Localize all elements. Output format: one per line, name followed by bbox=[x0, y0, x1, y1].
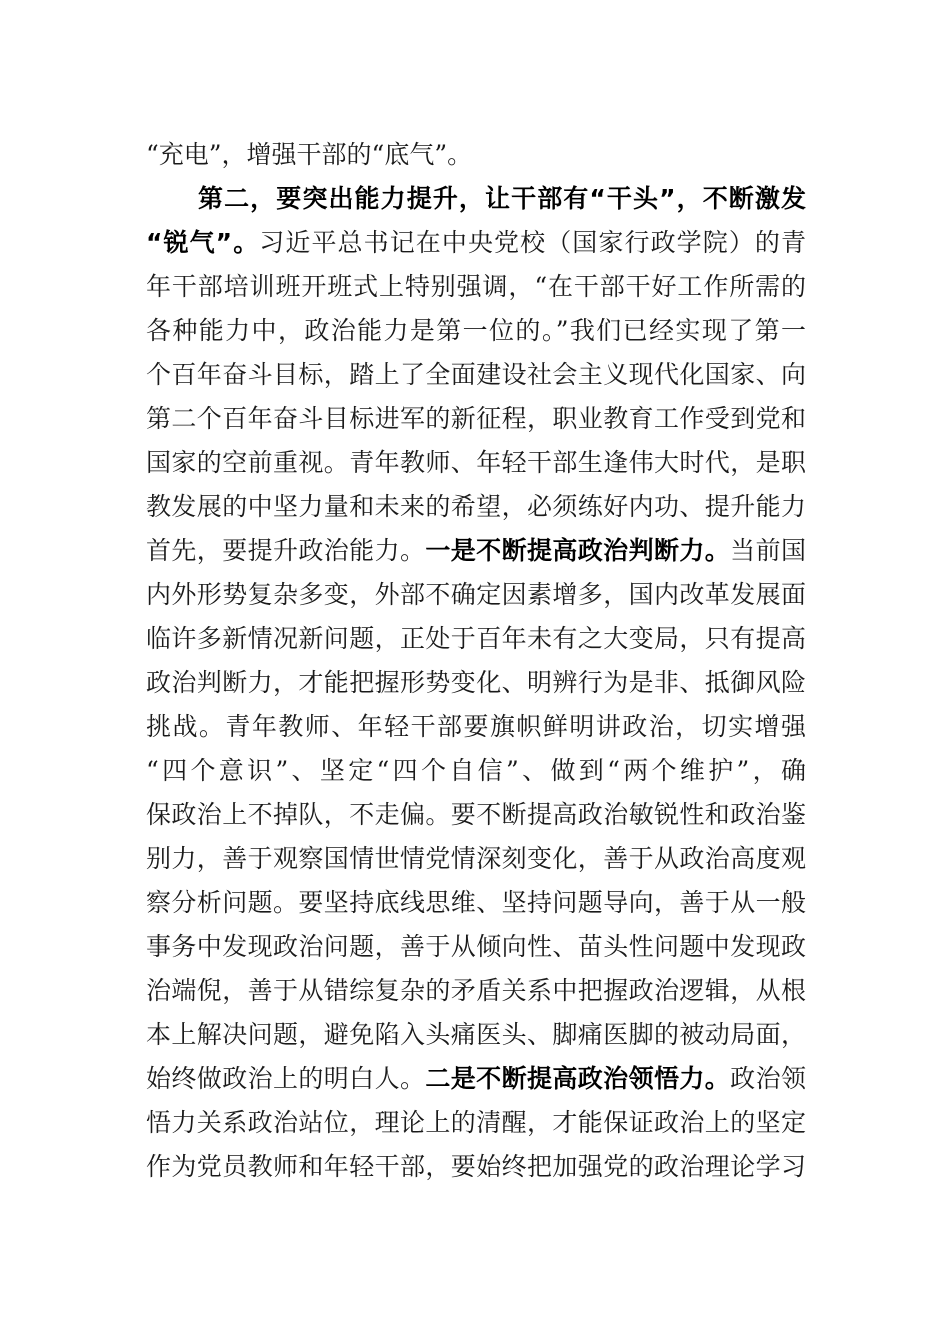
text-line bbox=[146, 976, 806, 1006]
text-line bbox=[146, 624, 806, 654]
text-segment: 第二个百年奋斗目标进军的新征程，职业教育工作受到党和 bbox=[146, 404, 806, 433]
text-segment: 教发展的中坚力量和未来的希望，必须练好内功、提升能力 bbox=[146, 492, 806, 521]
text-line bbox=[146, 932, 806, 962]
text-segment: 国家的空前重视。青年教师、年轻干部生逢伟大时代，是职 bbox=[146, 448, 806, 477]
text-line bbox=[146, 448, 806, 478]
text-segment: 别力，善于观察国情世情党情深刻变化，善于从政治高度观 bbox=[146, 844, 806, 873]
text-segment: 年干部培训班开班式上特别强调，“在干部干好工作所需的 bbox=[146, 272, 806, 301]
text-segment: 习近平总书记在中央党校（国家行政学院）的青 bbox=[259, 228, 806, 257]
text-line bbox=[146, 404, 806, 434]
text-line bbox=[146, 1152, 806, 1182]
text-line bbox=[146, 800, 806, 830]
text-segment: 当前国 bbox=[730, 536, 806, 565]
text-segment: 政治领 bbox=[730, 1064, 806, 1093]
text-line bbox=[146, 712, 806, 742]
section-heading: 第二，要突出能力提升，让干部有“干头”，不断激发 bbox=[198, 184, 806, 213]
text-line bbox=[146, 360, 806, 390]
text-line bbox=[146, 888, 806, 918]
text-line bbox=[146, 668, 806, 698]
text-line bbox=[146, 492, 806, 522]
section-heading-line bbox=[198, 184, 806, 214]
text-segment: 始终做政治上的明白人。 bbox=[146, 1064, 426, 1093]
section-heading-end: “锐气”。 bbox=[146, 228, 260, 257]
text-segment: “充电”，增强干部的“底气”。 bbox=[146, 140, 473, 169]
text-segment: 察分析问题。要坚持底线思维、坚持问题导向，善于从一般 bbox=[146, 888, 806, 917]
text-segment: 作为党员教师和年轻干部，要始终把加强党的政治理论学习 bbox=[146, 1152, 806, 1181]
bold-point-two: 二是不断提高政治领悟力。 bbox=[425, 1064, 731, 1093]
text-segment: 各种能力中，政治能力是第一位的。”我们已经实现了第一 bbox=[146, 316, 806, 345]
text-segment: 挑战。青年教师、年轻干部要旗帜鲜明讲政治，切实增强 bbox=[146, 712, 806, 741]
text-line bbox=[146, 756, 806, 786]
text-segment: 临许多新情况新问题，正处于百年未有之大变局，只有提高 bbox=[146, 624, 806, 653]
text-line bbox=[146, 1064, 806, 1094]
text-segment: 内外形势复杂多变，外部不确定因素增多，国内改革发展面 bbox=[146, 580, 806, 609]
text-line bbox=[146, 1108, 806, 1138]
text-segment: 政治判断力，才能把握形势变化、明辨行为是非、抵御风险 bbox=[146, 668, 806, 697]
text-segment: 个百年奋斗目标，踏上了全面建设社会主义现代化国家、向 bbox=[146, 360, 806, 389]
text-line bbox=[146, 536, 806, 566]
text-line bbox=[146, 844, 806, 874]
bold-point-one: 一是不断提高政治判断力。 bbox=[425, 536, 731, 565]
text-segment: “四个意识”、坚定“四个自信”、做到“两个维护”，确 bbox=[146, 756, 806, 785]
text-segment: 事务中发现政治问题，善于从倾向性、苗头性问题中发现政 bbox=[146, 932, 806, 961]
text-segment: 治端倪，善于从错综复杂的矛盾关系中把握政治逻辑，从根 bbox=[146, 976, 806, 1005]
text-segment: 保政治上不掉队，不走偏。要不断提高政治敏锐性和政治鉴 bbox=[146, 800, 806, 829]
text-line bbox=[146, 580, 806, 610]
text-segment: 悟力关系政治站位，理论上的清醒，才能保证政治上的坚定 bbox=[146, 1108, 806, 1137]
text-segment: 首先，要提升政治能力。 bbox=[146, 536, 426, 565]
text-line bbox=[146, 316, 806, 346]
text-line bbox=[146, 272, 806, 302]
text-line bbox=[146, 1020, 806, 1050]
text-line bbox=[146, 228, 806, 258]
text-line bbox=[146, 140, 806, 170]
text-segment: 本上解决问题，避免陷入头痛医头、脚痛医脚的被动局面， bbox=[146, 1020, 806, 1049]
